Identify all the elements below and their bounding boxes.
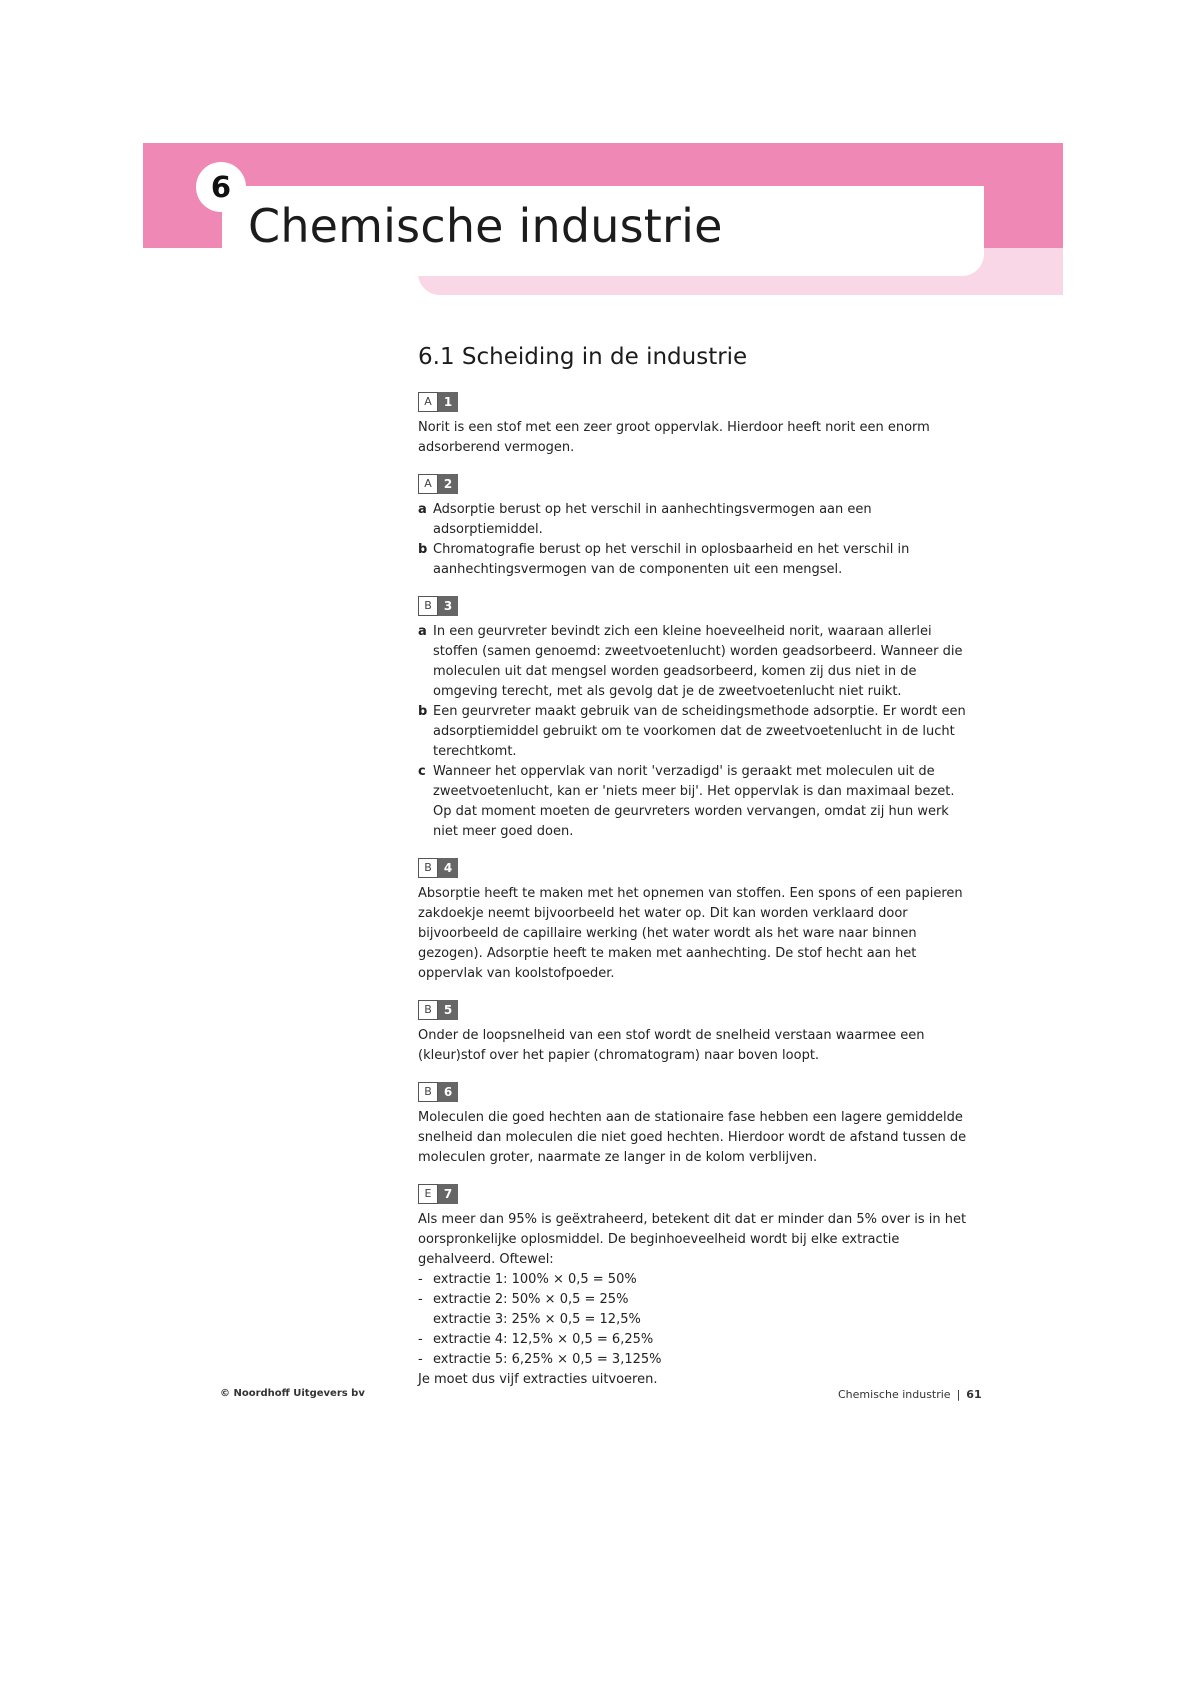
question-5 <box>418 998 974 1066</box>
item-text: Een geurvreter maakt gebruik van de scheidingsmethode adsorptie. Er wordt een adsorptiemiddel gebruikt om te voorkomen dat de zweetvoetenlucht in de lucht terechtkomt. <box>433 704 966 759</box>
bullet-mark <box>418 1310 433 1330</box>
bullet-mark: - <box>418 1292 423 1307</box>
question-label <box>418 596 458 616</box>
question-number: 5 <box>438 1000 458 1020</box>
bullet-text: extractie 3: 25% × 0,5 = 12,5% <box>433 1312 641 1327</box>
question-label <box>418 1184 458 1204</box>
item-text: Chromatografie berust op het verschil in oplosbaarheid en het verschil in aanhechtingsvermogen van de componenten uit een mengsel. <box>433 542 910 577</box>
question-level: B <box>418 858 438 878</box>
answer-item <box>418 762 974 842</box>
question-7 <box>418 1182 974 1390</box>
footer-separator: | <box>956 1388 961 1401</box>
question-number: 1 <box>438 392 458 412</box>
answer-item <box>418 500 974 540</box>
answer-item <box>418 702 974 762</box>
page-number: 61 <box>966 1388 982 1401</box>
item-letter: b <box>418 704 428 719</box>
item-letter: b <box>418 542 428 557</box>
bullet-text: extractie 1: 100% × 0,5 = 50% <box>433 1272 637 1287</box>
answer-text: Moleculen die goed hechten aan de stationaire fase hebben een lagere gemiddelde snelheid dan moleculen die niet goed hechten. Hierdoor wordt de afstand tussen de moleculen groter, naarmate ze langer in de kolom verblijven. <box>418 1110 967 1165</box>
chapter-title: Chemische industrie <box>248 199 723 253</box>
item-text: Adsorptie berust op het verschil in aanhechtingsvermogen aan een adsorptiemiddel. <box>433 502 872 537</box>
question-4 <box>418 856 974 984</box>
question-level: B <box>418 596 438 616</box>
section-title: 6.1 Scheiding in de industrie <box>418 344 748 370</box>
question-label <box>418 392 458 412</box>
item-text: Wanneer het oppervlak van norit 'verzadigd' is geraakt met moleculen uit de zweetvoetenlucht, kan er 'niets meer bij'. Het oppervlak is dan maximaal bezet. Op dat moment moeten de geurvreters worden vervangen, omdat zij hun werk niet meer goed doen. <box>433 764 955 839</box>
question-number: 7 <box>438 1184 458 1204</box>
question-label <box>418 1000 458 1020</box>
extraction-line <box>418 1270 974 1290</box>
item-text: In een geurvreter bevindt zich een kleine hoeveelheid norit, waaraan allerlei stoffen (samen genoemd: zweetvoetenlucht) worden geadsorbeerd. Wanneer die moleculen uit dat mengsel worden geadsorbeerd, komen zij dus niet in de omgeving terecht, met als gevolg dat je de zweetvoetenlucht niet ruikt. <box>433 624 963 699</box>
extraction-line <box>418 1330 974 1350</box>
question-number: 4 <box>438 858 458 878</box>
question-number: 6 <box>438 1082 458 1102</box>
page-content <box>418 340 974 1404</box>
question-label <box>418 858 458 878</box>
question-6 <box>418 1080 974 1168</box>
answer-text: Absorptie heeft te maken met het opnemen van stoffen. Een spons of een papieren zakdoekje neemt bijvoorbeeld het water op. Dit kan worden verklaard door bijvoorbeeld de capillaire werking (het water wordt als het ware naar binnen gezogen). Adsorptie heeft te maken met aanhechting. De stof hecht aan het oppervlak van koolstofpoeder. <box>418 886 963 981</box>
item-letter: a <box>418 502 427 517</box>
extraction-line <box>418 1350 974 1370</box>
extraction-line <box>418 1290 974 1310</box>
question-level: A <box>418 392 438 412</box>
bullet-mark: - <box>418 1272 423 1287</box>
question-level: B <box>418 1082 438 1102</box>
question-number: 2 <box>438 474 458 494</box>
bullet-text: extractie 4: 12,5% × 0,5 = 6,25% <box>433 1332 654 1347</box>
extraction-line <box>418 1310 974 1330</box>
question-number: 3 <box>438 596 458 616</box>
question-label <box>418 1082 458 1102</box>
question-level: B <box>418 1000 438 1020</box>
answer-text: Norit is een stof met een zeer groot oppervlak. Hierdoor heeft norit een enorm adsorberend vermogen. <box>418 420 930 455</box>
footer-page-info <box>838 1388 982 1401</box>
footer-running-title: Chemische industrie <box>838 1388 951 1401</box>
bullet-text: extractie 2: 50% × 0,5 = 25% <box>433 1292 629 1307</box>
question-2 <box>418 472 974 580</box>
item-letter: a <box>418 624 427 639</box>
answer-item <box>418 622 974 702</box>
bullet-text: extractie 5: 6,25% × 0,5 = 3,125% <box>433 1352 662 1367</box>
question-level: A <box>418 474 438 494</box>
conclusion-text: Je moet dus vijf extracties uitvoeren. <box>418 1372 658 1387</box>
answer-item <box>418 540 974 580</box>
bullet-mark: - <box>418 1332 423 1347</box>
footer-publisher: © Noordhoff Uitgevers bv <box>220 1388 365 1399</box>
question-1 <box>418 390 974 458</box>
chapter-number: 6 <box>196 162 246 212</box>
question-3 <box>418 594 974 842</box>
question-level: E <box>418 1184 438 1204</box>
question-label <box>418 474 458 494</box>
bullet-mark: - <box>418 1352 423 1367</box>
answer-text: Als meer dan 95% is geëxtraheerd, betekent dit dat er minder dan 5% over is in het oorspronkelijke oplosmiddel. De beginhoeveelheid wordt bij elke extractie gehalveerd. Oftewel: <box>418 1212 967 1267</box>
item-letter: c <box>418 764 426 779</box>
answer-text: Onder de loopsnelheid van een stof wordt de snelheid verstaan waarmee een (kleur)stof over het papier (chromatogram) naar boven loopt. <box>418 1028 925 1063</box>
